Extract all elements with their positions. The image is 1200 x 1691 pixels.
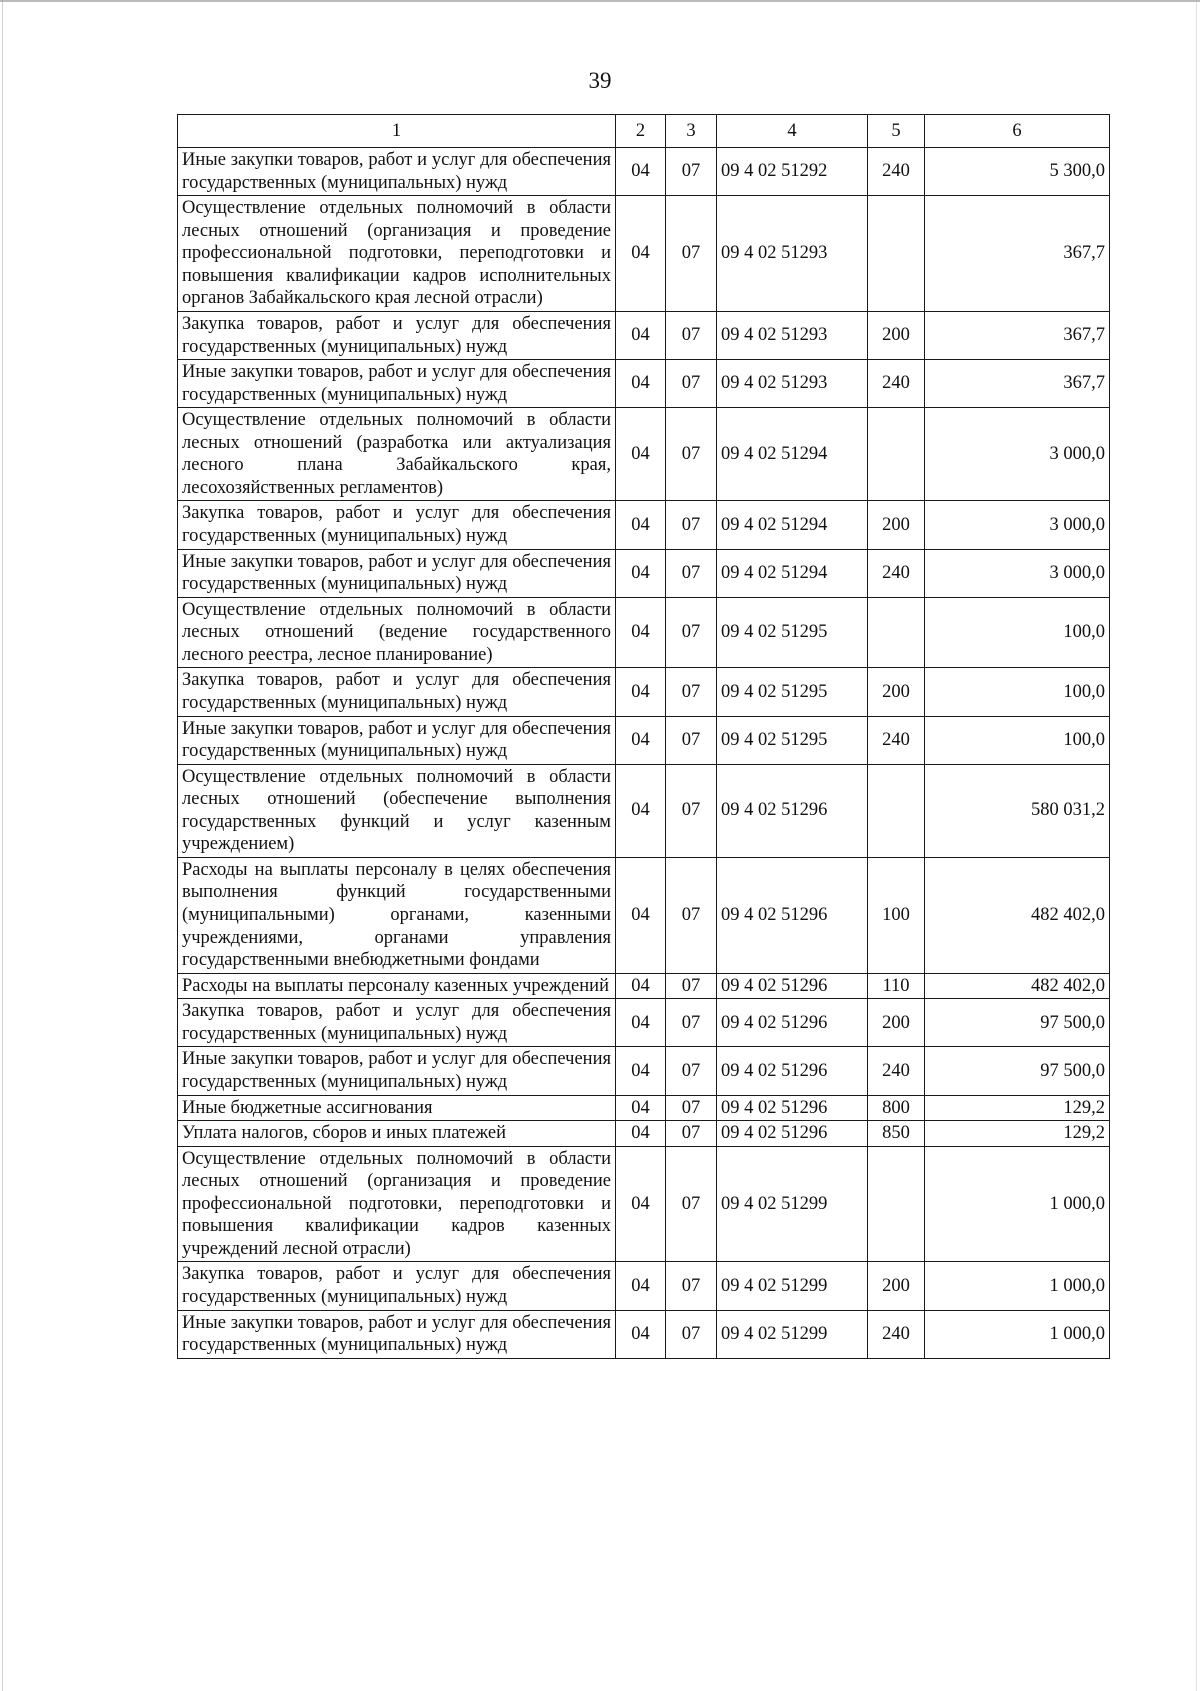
scan-right-edge — [1196, 0, 1197, 1691]
row-name-cell: Уплата налогов, сборов и иных платежей — [178, 1121, 616, 1147]
row-section-cell: 04 — [616, 668, 666, 716]
row-expense-type-cell: 200 — [868, 501, 925, 549]
table-row — [178, 999, 1110, 1047]
row-amount-cell: 97 500,0 — [925, 999, 1110, 1047]
row-section-cell: 04 — [616, 597, 666, 668]
row-amount-cell: 482 402,0 — [925, 857, 1110, 973]
row-target-code-cell: 09 4 02 51295 — [717, 597, 868, 668]
table-row — [178, 857, 1110, 973]
row-section-cell: 04 — [616, 1310, 666, 1358]
row-amount-cell: 1 000,0 — [925, 1310, 1110, 1358]
row-amount-cell: 1 000,0 — [925, 1146, 1110, 1262]
row-name-cell: Расходы на выплаты персоналу казенных учреждений — [178, 973, 616, 999]
row-expense-type-cell: 240 — [868, 716, 925, 764]
row-expense-type-cell: 800 — [868, 1095, 925, 1121]
row-section-cell: 04 — [616, 973, 666, 999]
row-amount-cell: 100,0 — [925, 668, 1110, 716]
row-name-cell: Закупка товаров, работ и услуг для обеспечения государственных (муниципальных) нужд — [178, 311, 616, 359]
row-section-cell: 04 — [616, 501, 666, 549]
row-amount-cell: 3 000,0 — [925, 549, 1110, 597]
row-expense-type-cell — [868, 764, 925, 857]
row-expense-type-cell: 200 — [868, 311, 925, 359]
row-amount-cell: 367,7 — [925, 196, 1110, 312]
row-target-code-cell: 09 4 02 51296 — [717, 857, 868, 973]
row-subsection-cell: 07 — [666, 360, 717, 408]
row-name-cell: Расходы на выплаты персоналу в целях обеспечения выполнения функций государственными (муниципальными) органами, казенными учреждениями, органами управления государственными внебюджетными фондами — [178, 857, 616, 973]
row-section-cell: 04 — [616, 999, 666, 1047]
row-name-cell: Закупка товаров, работ и услуг для обеспечения государственных (муниципальных) нужд — [178, 1262, 616, 1310]
table-row — [178, 1262, 1110, 1310]
row-subsection-cell: 07 — [666, 1121, 717, 1147]
row-amount-cell: 129,2 — [925, 1095, 1110, 1121]
row-expense-type-cell: 240 — [868, 148, 925, 196]
table-row — [178, 196, 1110, 312]
row-target-code-cell: 09 4 02 51296 — [717, 1121, 868, 1147]
row-section-cell: 04 — [616, 196, 666, 312]
row-target-code-cell: 09 4 02 51296 — [717, 999, 868, 1047]
row-section-cell: 04 — [616, 716, 666, 764]
row-section-cell: 04 — [616, 148, 666, 196]
row-amount-cell: 1 000,0 — [925, 1262, 1110, 1310]
row-amount-cell: 100,0 — [925, 597, 1110, 668]
row-section-cell: 04 — [616, 360, 666, 408]
row-subsection-cell: 07 — [666, 597, 717, 668]
row-expense-type-cell: 240 — [868, 1310, 925, 1358]
row-target-code-cell: 09 4 02 51293 — [717, 360, 868, 408]
row-section-cell: 04 — [616, 549, 666, 597]
row-subsection-cell: 07 — [666, 716, 717, 764]
row-section-cell: 04 — [616, 1095, 666, 1121]
row-amount-cell: 5 300,0 — [925, 148, 1110, 196]
table-row — [178, 597, 1110, 668]
table-row — [178, 1310, 1110, 1358]
row-section-cell: 04 — [616, 1121, 666, 1147]
row-name-cell: Осуществление отдельных полномочий в области лесных отношений (разработка или актуализация лесного плана Забайкальского края, лесохозяйственных регламентов) — [178, 408, 616, 501]
column-header-6: 6 — [925, 115, 1110, 148]
row-name-cell: Иные закупки товаров, работ и услуг для обеспечения государственных (муниципальных) нужд — [178, 360, 616, 408]
row-amount-cell: 100,0 — [925, 716, 1110, 764]
row-amount-cell: 129,2 — [925, 1121, 1110, 1147]
row-name-cell: Иные закупки товаров, работ и услуг для обеспечения государственных (муниципальных) нужд — [178, 549, 616, 597]
row-section-cell: 04 — [616, 1047, 666, 1095]
row-name-cell: Закупка товаров, работ и услуг для обеспечения государственных (муниципальных) нужд — [178, 999, 616, 1047]
budget-table — [177, 114, 1110, 1359]
row-name-cell: Иные бюджетные ассигнования — [178, 1095, 616, 1121]
row-expense-type-cell: 850 — [868, 1121, 925, 1147]
row-subsection-cell: 07 — [666, 999, 717, 1047]
row-amount-cell: 97 500,0 — [925, 1047, 1110, 1095]
column-header-1: 1 — [178, 115, 616, 148]
row-expense-type-cell: 200 — [868, 999, 925, 1047]
row-section-cell: 04 — [616, 857, 666, 973]
row-subsection-cell: 07 — [666, 857, 717, 973]
row-expense-type-cell: 240 — [868, 1047, 925, 1095]
row-expense-type-cell: 200 — [868, 1262, 925, 1310]
row-subsection-cell: 07 — [666, 973, 717, 999]
row-target-code-cell: 09 4 02 51296 — [717, 973, 868, 999]
row-subsection-cell: 07 — [666, 408, 717, 501]
row-target-code-cell: 09 4 02 51296 — [717, 1095, 868, 1121]
table-header-row — [178, 115, 1110, 148]
row-subsection-cell: 07 — [666, 549, 717, 597]
table-row — [178, 1146, 1110, 1262]
row-expense-type-cell: 240 — [868, 549, 925, 597]
row-target-code-cell: 09 4 02 51299 — [717, 1262, 868, 1310]
row-name-cell: Осуществление отдельных полномочий в области лесных отношений (организация и проведение профессиональной подготовки, переподготовки и повышения квалификации кадров казенных учреждений лесной отрасли) — [178, 1146, 616, 1262]
row-target-code-cell: 09 4 02 51293 — [717, 196, 868, 312]
row-name-cell: Осуществление отдельных полномочий в области лесных отношений (ведение государственного лесного реестра, лесное планирование) — [178, 597, 616, 668]
row-target-code-cell: 09 4 02 51294 — [717, 501, 868, 549]
row-subsection-cell: 07 — [666, 1047, 717, 1095]
row-name-cell: Осуществление отдельных полномочий в области лесных отношений (обеспечение выполнения государственных функций и услуг казенным учреждением) — [178, 764, 616, 857]
row-name-cell: Иные закупки товаров, работ и услуг для обеспечения государственных (муниципальных) нужд — [178, 1310, 616, 1358]
row-expense-type-cell — [868, 1146, 925, 1262]
row-section-cell: 04 — [616, 408, 666, 501]
row-section-cell: 04 — [616, 1262, 666, 1310]
row-target-code-cell: 09 4 02 51299 — [717, 1146, 868, 1262]
table-row — [178, 148, 1110, 196]
row-amount-cell: 580 031,2 — [925, 764, 1110, 857]
row-amount-cell: 367,7 — [925, 311, 1110, 359]
row-target-code-cell: 09 4 02 51296 — [717, 764, 868, 857]
row-section-cell: 04 — [616, 1146, 666, 1262]
table-row — [178, 764, 1110, 857]
row-name-cell: Закупка товаров, работ и услуг для обеспечения государственных (муниципальных) нужд — [178, 501, 616, 549]
table-row — [178, 973, 1110, 999]
row-subsection-cell: 07 — [666, 1262, 717, 1310]
row-subsection-cell: 07 — [666, 764, 717, 857]
table-row — [178, 311, 1110, 359]
row-name-cell: Иные закупки товаров, работ и услуг для обеспечения государственных (муниципальных) нужд — [178, 716, 616, 764]
row-target-code-cell: 09 4 02 51295 — [717, 716, 868, 764]
scan-left-edge — [2, 0, 3, 1691]
row-name-cell: Осуществление отдельных полномочий в области лесных отношений (организация и проведение профессиональной подготовки, переподготовки и повышения квалификации кадров исполнительных органов Забайкальского края лесной отрасли) — [178, 196, 616, 312]
table-row — [178, 501, 1110, 549]
row-expense-type-cell — [868, 408, 925, 501]
row-expense-type-cell: 110 — [868, 973, 925, 999]
row-target-code-cell: 09 4 02 51294 — [717, 408, 868, 501]
row-expense-type-cell — [868, 597, 925, 668]
row-amount-cell: 367,7 — [925, 360, 1110, 408]
row-subsection-cell: 07 — [666, 1310, 717, 1358]
column-header-3: 3 — [666, 115, 717, 148]
row-subsection-cell: 07 — [666, 148, 717, 196]
row-amount-cell: 3 000,0 — [925, 408, 1110, 501]
row-target-code-cell: 09 4 02 51296 — [717, 1047, 868, 1095]
table-row — [178, 360, 1110, 408]
column-header-4: 4 — [717, 115, 868, 148]
table-row — [178, 549, 1110, 597]
column-header-5: 5 — [868, 115, 925, 148]
row-subsection-cell: 07 — [666, 668, 717, 716]
row-name-cell: Закупка товаров, работ и услуг для обеспечения государственных (муниципальных) нужд — [178, 668, 616, 716]
row-subsection-cell: 07 — [666, 196, 717, 312]
row-subsection-cell: 07 — [666, 1095, 717, 1121]
table-body — [178, 148, 1110, 1359]
row-expense-type-cell: 240 — [868, 360, 925, 408]
column-header-2: 2 — [616, 115, 666, 148]
row-expense-type-cell — [868, 196, 925, 312]
row-target-code-cell: 09 4 02 51294 — [717, 549, 868, 597]
row-target-code-cell: 09 4 02 51295 — [717, 668, 868, 716]
row-target-code-cell: 09 4 02 51299 — [717, 1310, 868, 1358]
row-subsection-cell: 07 — [666, 311, 717, 359]
row-name-cell: Иные закупки товаров, работ и услуг для обеспечения государственных (муниципальных) нужд — [178, 148, 616, 196]
table-row — [178, 1121, 1110, 1147]
table-row — [178, 408, 1110, 501]
row-amount-cell: 3 000,0 — [925, 501, 1110, 549]
row-expense-type-cell: 100 — [868, 857, 925, 973]
table-row — [178, 1047, 1110, 1095]
row-section-cell: 04 — [616, 764, 666, 857]
row-subsection-cell: 07 — [666, 1146, 717, 1262]
row-section-cell: 04 — [616, 311, 666, 359]
row-amount-cell: 482 402,0 — [925, 973, 1110, 999]
table-row — [178, 668, 1110, 716]
row-target-code-cell: 09 4 02 51292 — [717, 148, 868, 196]
row-subsection-cell: 07 — [666, 501, 717, 549]
scan-top-edge — [0, 0, 1200, 2]
row-target-code-cell: 09 4 02 51293 — [717, 311, 868, 359]
row-expense-type-cell: 200 — [868, 668, 925, 716]
table-row — [178, 716, 1110, 764]
row-name-cell: Иные закупки товаров, работ и услуг для обеспечения государственных (муниципальных) нужд — [178, 1047, 616, 1095]
page-number: 39 — [588, 68, 612, 93]
table-row — [178, 1095, 1110, 1121]
